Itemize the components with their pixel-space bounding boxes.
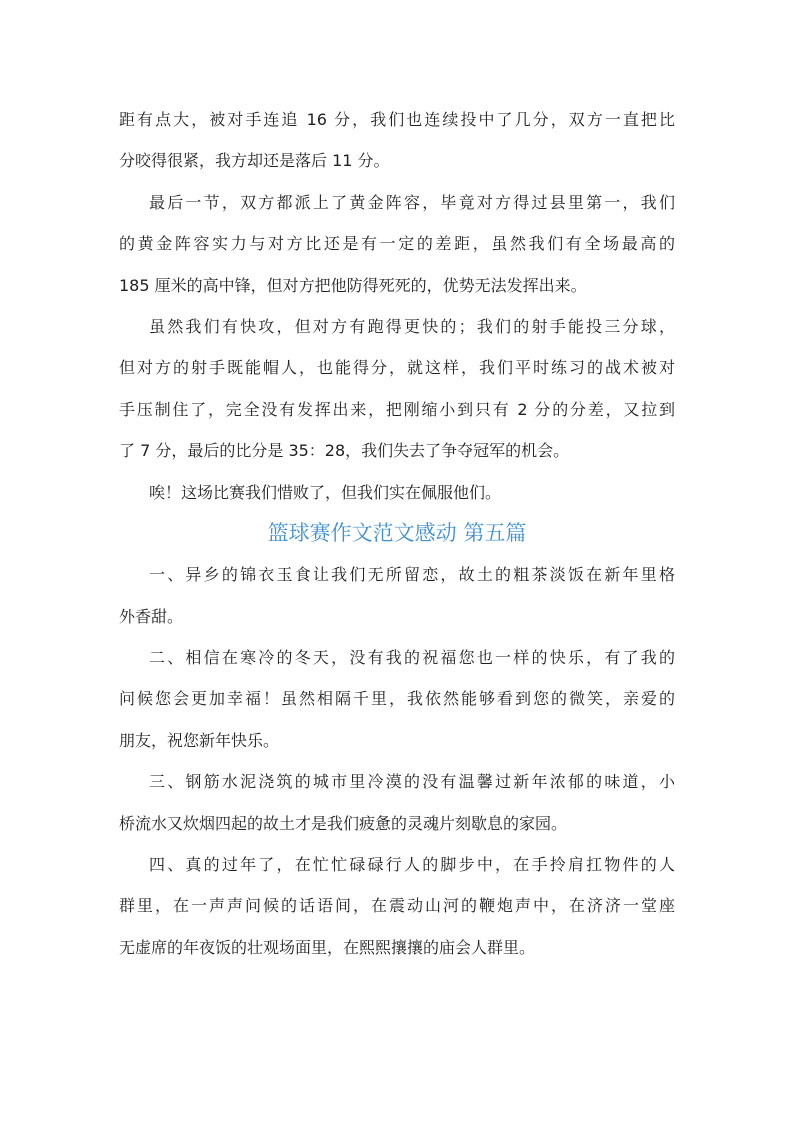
text-line: 185 厘米的高中锋，但对方把他防得死死的，优势无法发挥出来。: [119, 275, 587, 295]
paragraph: [119, 761, 675, 844]
text-line: 了 7 分，最后的比分是 35：28，我们失去了争夺冠军的机会。: [119, 441, 570, 461]
text-line: 唉！这场比赛我们惜败了，但我们实在佩服他们。: [149, 482, 502, 502]
paragraph: [119, 306, 675, 472]
paragraph: [119, 99, 675, 182]
section-heading: 篮球赛作文范文感动 第五篇: [267, 520, 527, 545]
text-line: 朋友，祝您新年快乐。: [119, 730, 280, 750]
text-line: 三、钢筋水泥浇筑的城市里冷漠的没有温馨过新年浓郁的味道，小: [149, 772, 675, 792]
text-line: 二、相信在寒冷的冬天，没有我的祝福您也一样的快乐，有了我的: [149, 648, 675, 668]
text-line: 一、异乡的锦衣玉食让我们无所留恋，故土的粗茶淡饭在新年里格: [149, 565, 675, 585]
text-line: 分咬得很紧，我方却还是落后 11 分。: [119, 151, 390, 171]
text-line: 距有点大，被对手连追 16 分，我们也连续投中了几分，双方一直把比: [119, 110, 675, 129]
text-line: 四、真的过年了，在忙忙碌碌行人的脚步中，在手拎肩扛物件的人: [149, 855, 675, 875]
paragraph: [119, 182, 675, 306]
paragraph: [119, 554, 675, 637]
text-line: 外香甜。: [119, 606, 184, 626]
paragraph: [119, 637, 675, 761]
text-line: 虽然我们有快攻，但对方有跑得更快的；我们的射手能投三分球，: [149, 316, 675, 336]
text-line: 手压制住了，完全没有发挥出来，把刚缩小到只有 2 分的分差，又拉到: [119, 399, 675, 419]
text-line: 的黄金阵容实力与对方比还是有一定的差距，虽然我们有全场最高的: [119, 234, 675, 254]
document-body: [119, 99, 675, 968]
text-line: 群里，在一声声问候的话语间，在震动山河的鞭炮声中，在济济一堂座: [119, 896, 675, 916]
text-line: 最后一节，双方都派上了黄金阵容，毕竟对方得过县里第一，我们: [149, 192, 675, 212]
text-line: 无虚席的年夜饭的壮观场面里，在熙熙攘攘的庙会人群里。: [119, 937, 536, 957]
paragraph: [119, 844, 675, 968]
text-line: 桥流水又炊烟四起的故土才是我们疲惫的灵魂片刻歇息的家园。: [119, 813, 568, 833]
text-line: 问候您会更加幸福！虽然相隔千里，我依然能够看到您的微笑，亲爱的: [119, 689, 675, 709]
paragraph: [119, 472, 675, 513]
text-line: 但对方的射手既能帽人，也能得分，就这样，我们平时练习的战术被对: [119, 358, 675, 378]
